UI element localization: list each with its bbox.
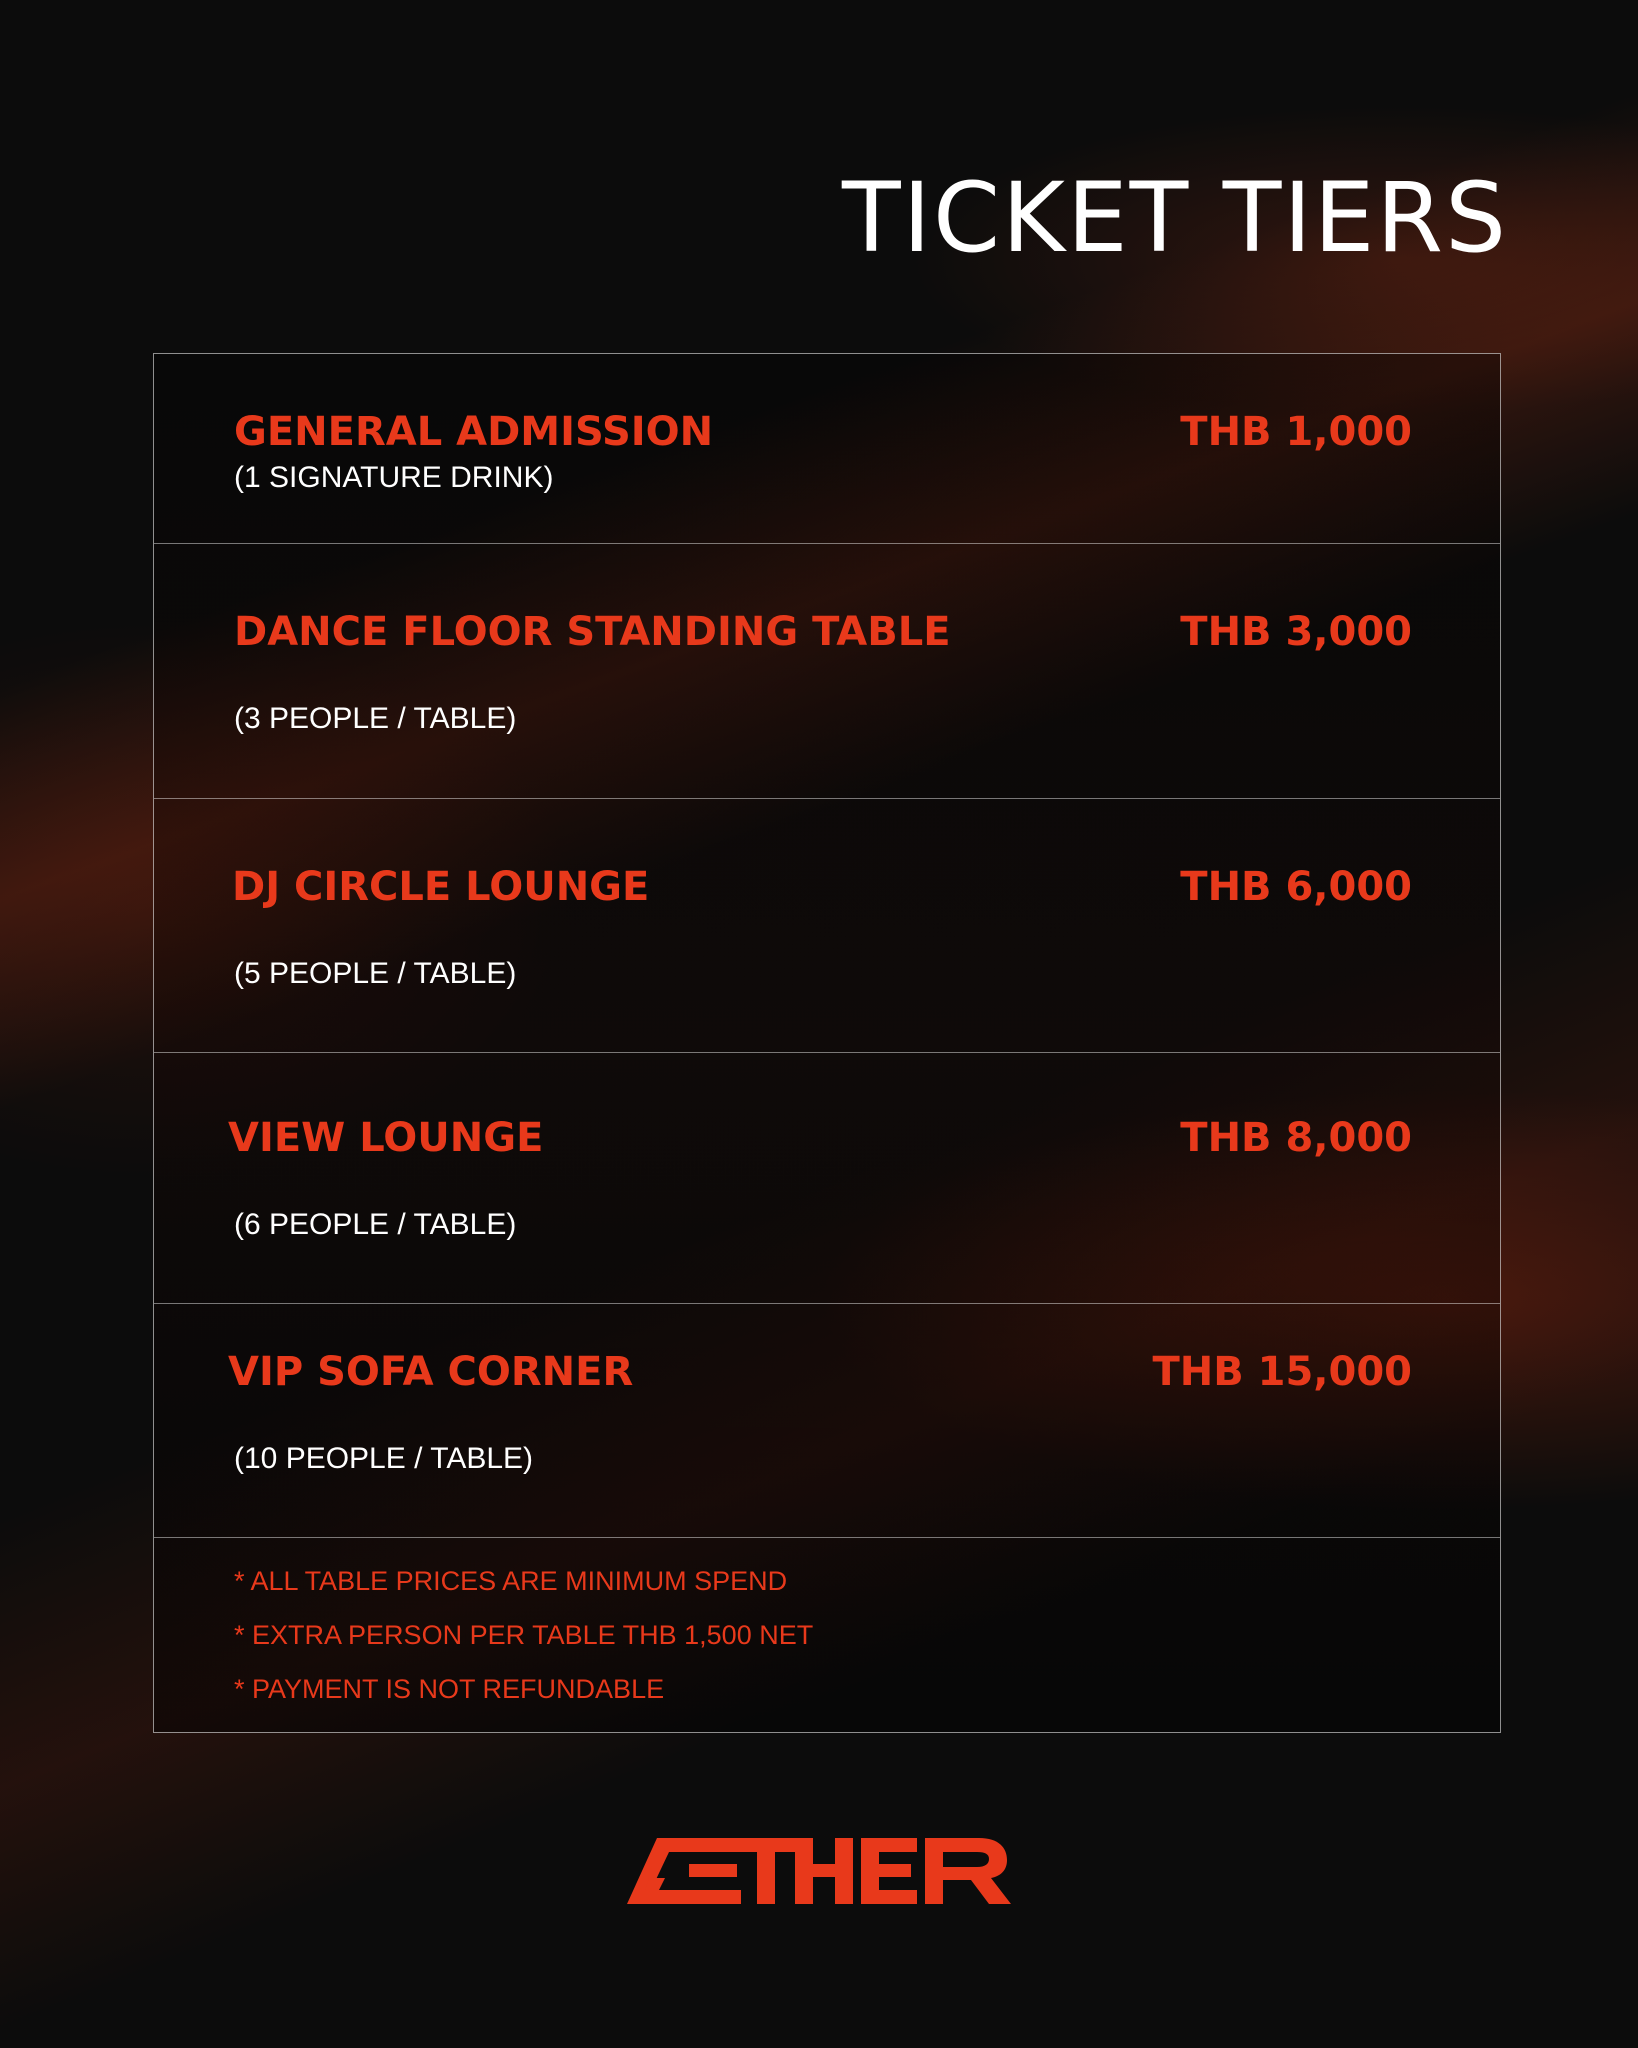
aether-logo [0,1838,1638,1909]
tier-vip-sofa-corner [154,1304,1500,1538]
note-minimum-spend: * ALL TABLE PRICES ARE MINIMUM SPEND [234,1566,788,1596]
note-non-refundable: * PAYMENT IS NOT REFUNDABLE [234,1674,665,1704]
tier-name: GENERAL ADMISSION [234,409,714,455]
tier-description: (6 PEOPLE / TABLE) [234,1208,517,1241]
tier-dj-circle-lounge [154,799,1500,1053]
tier-name: VIP SOFA CORNER [228,1349,634,1395]
aether-logo-icon [627,1838,1011,1904]
tier-view-lounge [154,1053,1500,1304]
tier-description: (3 PEOPLE / TABLE) [234,702,517,735]
terms-notes [234,1568,813,1730]
page-title: TICKET TIERS [842,162,1508,274]
tier-price: THB 3,000 [1180,609,1412,655]
tier-price: THB 6,000 [1180,864,1412,910]
tier-name: DANCE FLOOR STANDING TABLE [234,609,951,655]
ticket-tiers-panel [153,353,1501,1733]
tier-description: (1 SIGNATURE DRINK) [234,461,554,494]
tier-description: (5 PEOPLE / TABLE) [234,957,517,990]
tier-name: VIEW LOUNGE [228,1115,544,1161]
note-extra-person: * EXTRA PERSON PER TABLE THB 1,500 NET [234,1620,814,1650]
tier-general-admission [154,354,1500,544]
tier-description: (10 PEOPLE / TABLE) [234,1442,534,1475]
tier-name: DJ CIRCLE LOUNGE [232,864,650,910]
tier-price: THB 8,000 [1180,1115,1412,1161]
tier-dance-floor-standing-table [154,544,1500,799]
tier-price: THB 15,000 [1152,1349,1412,1395]
tier-price: THB 1,000 [1180,409,1412,455]
